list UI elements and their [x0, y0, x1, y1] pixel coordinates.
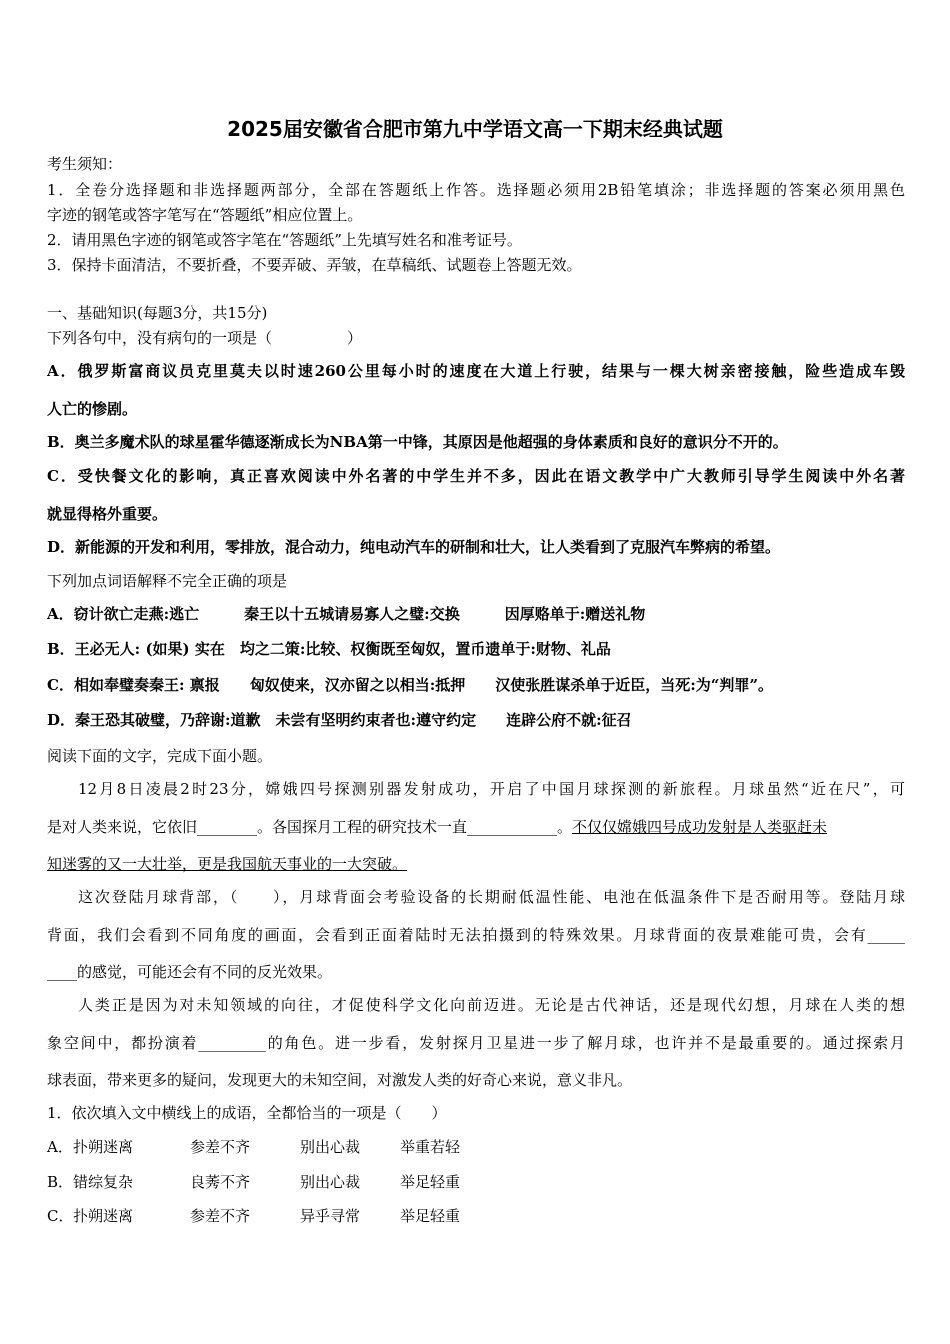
- q2-option-d: D．秦王恐其破璧，乃辞谢:道歉 未尝有坚明约束者也:遵守约定 连辟公府不就:征召: [47, 711, 632, 729]
- notice-item-2: 2．请用黑色字迹的钢笔或答字笔在“答题纸”上先填写姓名和准考证号。: [47, 231, 522, 249]
- q2-stem: 下列加点词语解释不完全正确的项是: [47, 572, 288, 590]
- q2-option-c: C．相如奉璧奏秦王: 禀报 匈奴使来，汉亦留之以相当:抵押 汉使张胜谋杀单于近臣，当死:为“判罪”。: [47, 676, 774, 694]
- option-word-1: 扑朔迷离: [73, 1138, 134, 1156]
- option-word-3: 别出心裁: [300, 1173, 361, 1191]
- page-title: 2025届安徽省合肥市第九中学语文高一下期末经典试题: [227, 117, 723, 141]
- section-heading: 一、基础知识(每题3分，共15分): [47, 304, 268, 322]
- option-word-1: 扑朔迷离: [73, 1207, 134, 1225]
- notice-heading: 考生须知：: [47, 155, 123, 173]
- q1-option-a-line1: A．俄罗斯富商议员克里莫夫以时速260公里每小时的速度在大道上行驶，结果与一棵大树亲密接触，险些造成车毁: [47, 362, 905, 380]
- question-1-option-c: [47, 1205, 460, 1226]
- passage-p3-line1: 人类正是因为对未知领域的向往，才促使科学文化向前迈进。无论是古代神话，还是现代幻想，月球在人类的想: [78, 996, 905, 1014]
- option-word-2: 良莠不齐: [190, 1173, 251, 1191]
- q1-option-d: D．新能源的开发和利用，零排放，混合动力，纯电动汽车的研制和壮大，让人类看到了克服汽车弊病的希望。: [47, 538, 781, 556]
- option-word-3: 别出心裁: [300, 1138, 361, 1156]
- q1-option-a-line2: 人亡的惨剧。: [47, 400, 138, 418]
- q1-option-c-line1: C．受快餐文化的影响，真正喜欢阅读中外名著的中学生并不多，因此在语文教学中广大教师引导学生阅读中外名著: [47, 467, 905, 485]
- passage-p3-line3: 球表面，带来更多的疑问，发现更大的未知空间，对激发人类的好奇心来说，意义非凡。: [47, 1071, 633, 1089]
- option-word-4: 举足轻重: [400, 1207, 461, 1225]
- notice-item-3: 3．保持卡面清洁，不要折叠，不要弄破、弄皱，在草稿纸、试题卷上答题无效。: [47, 256, 582, 274]
- option-word-4: 举足轻重: [400, 1173, 461, 1191]
- notice-item-1b: 字迹的钢笔或答字笔写在“答题纸”相应位置上。: [47, 206, 363, 224]
- passage-p2-line3: ____的感觉，可能还会有不同的反光效果。: [47, 963, 333, 981]
- option-word-1: 错综复杂: [73, 1173, 134, 1191]
- passage-p1-line2-text: 是对人类来说，它依旧________。各国探月工程的研究技术一直____________。: [47, 818, 573, 836]
- passage-underlined-sentence-part2: 知迷雾的又一大壮举，更是我国航天事业的一大突破。: [47, 855, 408, 873]
- option-letter: C．: [47, 1207, 74, 1225]
- passage-p3-line2: 象空间中，都扮演着_________的角色。进一步看，发射探月卫星进一步了解月球，也许并不是最重要的。通过探索月: [47, 1034, 905, 1052]
- reading-intro: 阅读下面的文字，完成下面小题。: [47, 747, 273, 765]
- q1-option-c-line2: 就显得格外重要。: [47, 505, 168, 523]
- passage-p1-line2: [47, 816, 905, 837]
- q1-option-b: B．奥兰多魔术队的球星霍华德逐渐成长为NBA第一中锋，其原因是他超强的身体素质和良好的意识分不开的。: [47, 433, 788, 451]
- passage-p1-line1: 12月8日凌晨2时23分，嫦娥四号探测别器发射成功，开启了中国月球探测的新旅程。月球虽然“近在尺”，可: [78, 780, 905, 798]
- question-1-option-a: [47, 1136, 460, 1157]
- option-word-4: 举重若轻: [400, 1138, 461, 1156]
- option-word-2: 参差不齐: [190, 1207, 251, 1225]
- q1-stem: 下列各句中，没有病句的一项是（ ）: [47, 329, 363, 347]
- notice-item-1a: 1．全卷分选择题和非选择题两部分，全部在答题纸上作答。选择题必须用2B铅笔填涂；非选择题的答案必须用黑色: [47, 181, 905, 199]
- q2-option-a: A．窃计欲亡走燕:逃亡 秦王以十五城请易寡人之璧:交换 因厚赂单于:赠送礼物: [47, 605, 646, 623]
- question-1-stem: 1．依次填入文中横线上的成语，全都恰当的一项是（ ）: [47, 1104, 447, 1122]
- option-letter: B．: [47, 1173, 74, 1191]
- q2-option-b: B．王必无人: (如果) 实在 均之二策:比较、权衡既至匈奴，置币遗单于:财物、礼品: [47, 640, 611, 658]
- option-letter: A．: [47, 1138, 73, 1156]
- option-word-2: 参差不齐: [190, 1138, 251, 1156]
- passage-underlined-sentence-part1: 不仅仅嫦娥四号成功发射是人类驱赶未: [572, 818, 828, 836]
- option-word-3: 异乎寻常: [300, 1207, 361, 1225]
- passage-p2-line2: 背面，我们会看到不同角度的画面，会看到正面着陆时无法拍摄到的特殊效果。月球背面的夜景难能可贵，会有_____: [47, 926, 905, 944]
- passage-p2-line1: 这次登陆月球背部，（ ），月球背面会考验设备的长期耐低温性能、电池在低温条件下是否耐用等。登陆月球: [78, 888, 905, 906]
- question-1-option-b: [47, 1171, 460, 1192]
